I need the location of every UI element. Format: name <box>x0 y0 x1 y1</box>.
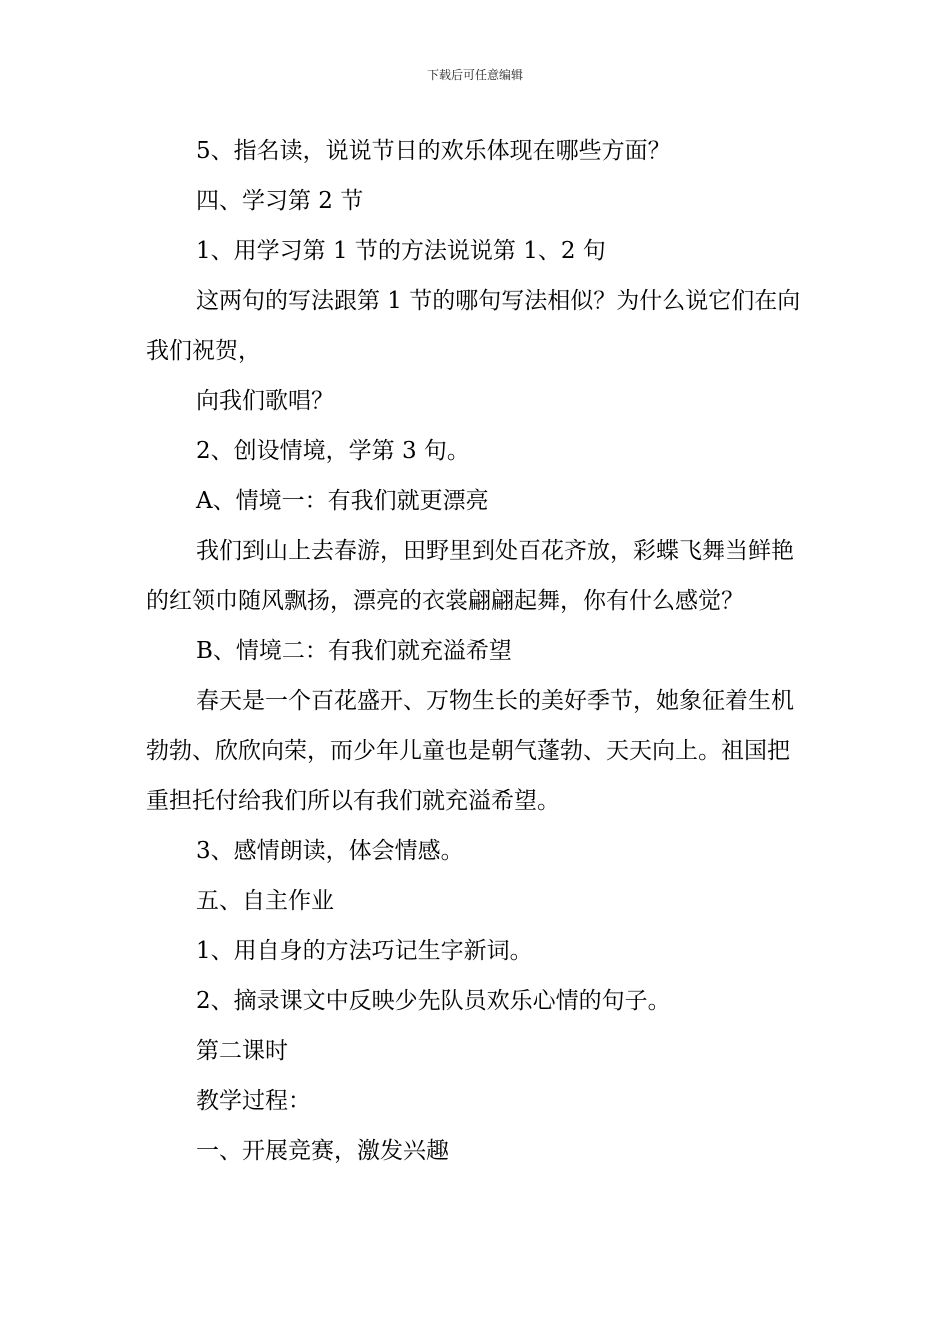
section-heading: 五、自主作业 <box>196 888 334 914</box>
section-heading: 一、开展竞赛，激发兴趣 <box>196 1138 449 1164</box>
paragraph: 1、用学习第 1 节的方法说说第 1、2 句 <box>196 238 606 264</box>
paragraph: 春天是一个百花盛开、万物生长的美好季节，她象征着生机勃勃、欣欣向荣，而少年儿童也是朝气蓬勃、天天向上。祖国把重担托付给我们所以有我们就充溢希望。 <box>146 688 794 814</box>
paragraph: A、情境一：有我们就更漂亮 <box>196 488 489 514</box>
paragraph: 教学过程： <box>196 1088 311 1114</box>
section-heading: 第二课时 <box>196 1038 288 1064</box>
paragraph: 2、创设情境，学第 3 句。 <box>196 438 470 464</box>
paragraph: 向我们歌唱？ <box>196 388 334 414</box>
paragraph: 1、用自身的方法巧记生字新词。 <box>196 938 533 964</box>
section-heading: 四、学习第 2 节 <box>196 188 364 214</box>
paragraph: 我们到山上去春游，田野里到处百花齐放，彩蝶飞舞当鲜艳的红领巾随风飘扬，漂亮的衣裳翩翩起舞，你有什么感觉？ <box>146 538 794 614</box>
paragraph: 5、指名读，说说节日的欢乐体现在哪些方面？ <box>196 138 671 164</box>
paragraph: 3、感情朗读，体会情感。 <box>196 838 464 864</box>
paragraph: 2、摘录课文中反映少先队员欢乐心情的句子。 <box>196 988 671 1014</box>
paragraph: 这两句的写法跟第 1 节的哪句写法相似？为什么说它们在向我们祝贺， <box>146 288 801 364</box>
page-header: 下载后可任意编辑 <box>426 68 523 82</box>
paragraph: B、情境二：有我们就充溢希望 <box>196 638 512 664</box>
document-body <box>146 126 806 1176</box>
